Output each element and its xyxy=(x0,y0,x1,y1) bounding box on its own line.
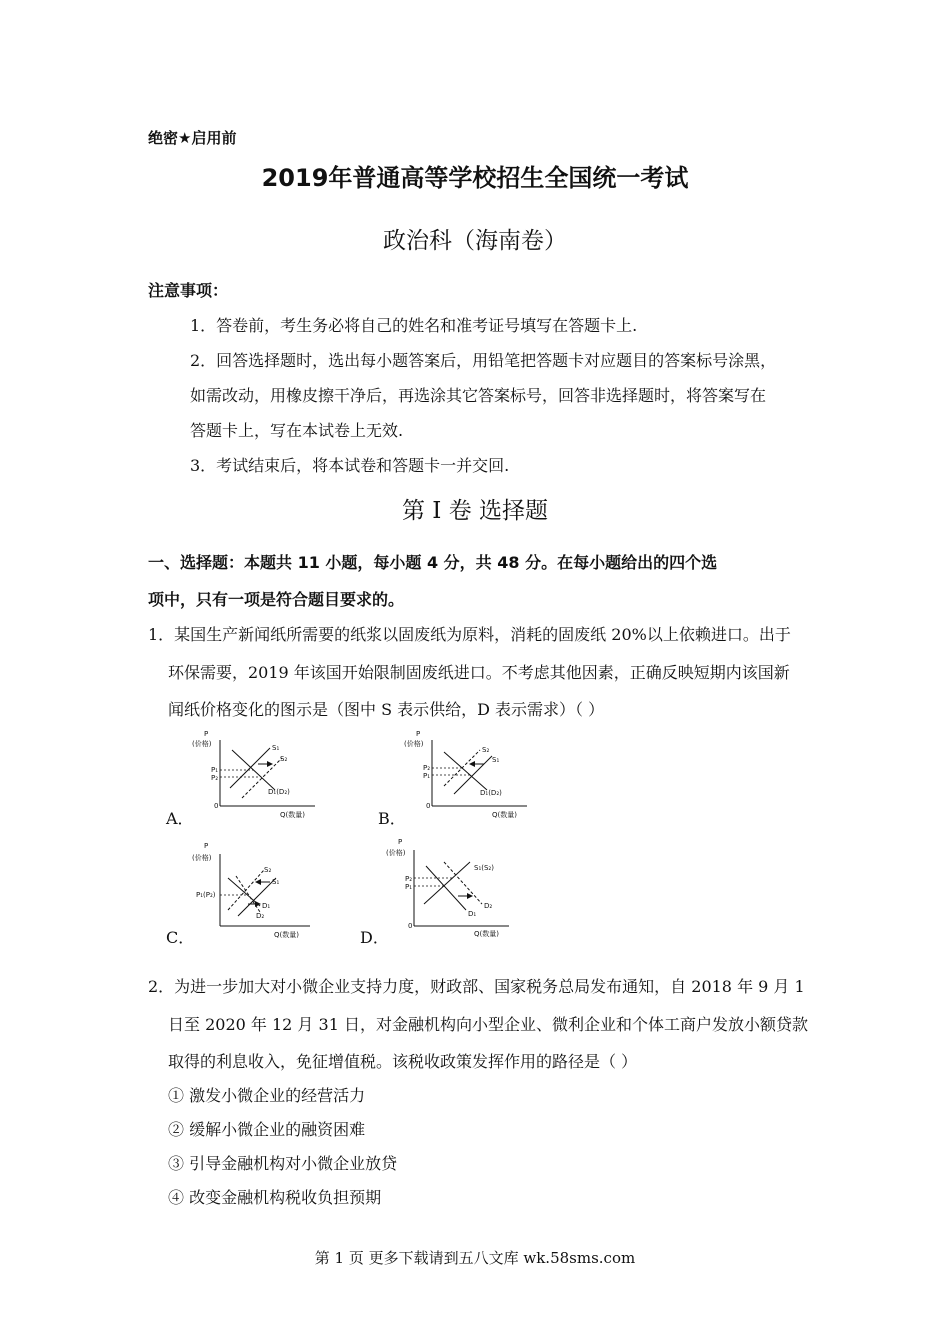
supply-curve-1 xyxy=(238,878,276,916)
q1-line-1: 1．某国生产新闻纸所需要的纸浆以固废纸为原料，消耗的固废纸 20%以上依赖进口。出于 xyxy=(148,625,791,644)
section-instruction-1: 一、选择题：本题共 11 小题，每小题 4 分，共 48 分。在每小题给出的四个选 xyxy=(148,553,718,572)
q1-option-b-label: B． xyxy=(378,809,406,828)
note-line-1: 1．答卷前，考生务必将自己的姓名和准考证号填写在答题卡上. xyxy=(190,316,638,335)
demand-label-top: D₁ xyxy=(262,902,271,910)
demand-label: D₁(D₂) xyxy=(268,788,290,796)
supply-label-bottom: S₁ xyxy=(492,756,500,764)
demand-curve-1 xyxy=(228,878,260,906)
origin-label: 0 xyxy=(426,802,431,810)
price-label-top: P₂ xyxy=(423,764,431,772)
q-axis-label: Q(数量) xyxy=(280,811,305,819)
supply-label-bottom: S₁ xyxy=(272,878,280,886)
q-axis-label: Q(数量) xyxy=(274,931,299,939)
demand-curve xyxy=(444,752,487,790)
notes-heading: 注意事项： xyxy=(148,281,229,300)
q2-option-2: ② 缓解小微企业的融资困难 xyxy=(168,1120,366,1139)
supply-label-bottom: S₂ xyxy=(280,755,288,763)
q2-option-3: ③ 引导金融机构对小微企业放贷 xyxy=(168,1154,398,1173)
q1-option-d-label: D． xyxy=(360,928,389,947)
q-axis-label: Q(数量) xyxy=(474,930,499,938)
q1-line-3: 闻纸价格变化的图示是（图中 S 表示供给，D 表示需求）（ ） xyxy=(168,700,605,719)
p-axis-unit: (价格) xyxy=(192,740,212,748)
q1-option-c-label: C． xyxy=(166,928,195,947)
exam-title: 2019年普通高等学校招生全国统一考试 xyxy=(261,164,689,192)
demand-label-bottom: D₂ xyxy=(256,912,265,920)
origin-label: 0 xyxy=(214,802,219,810)
q2-line-3: 取得的利息收入，免征增值税。该税收政策发挥作用的路径是（ ） xyxy=(168,1052,638,1071)
secret-label: 绝密★启用前 xyxy=(148,129,237,147)
q2-option-4: ④ 改变金融机构税收负担预期 xyxy=(168,1188,382,1207)
demand-label: D₁(D₂) xyxy=(480,789,502,797)
price-label-bottom: P₁ xyxy=(405,883,413,891)
note-line-2b: 如需改动，用橡皮擦干净后，再选涂其它答案标号，回答非选择题时，将答案写在 xyxy=(190,386,767,405)
price-label-top: P₁ xyxy=(211,766,219,774)
demand-curve-1 xyxy=(426,866,466,910)
demand-label-bottom: D₁ xyxy=(468,910,477,918)
page-footer: 第 1 页 更多下载请到五八文库 wk.58sms.com xyxy=(314,1249,636,1267)
supply-curve xyxy=(424,862,470,904)
demand-label-top: D₂ xyxy=(484,902,493,910)
q1-graph-a xyxy=(180,728,340,824)
p-axis-label: P xyxy=(398,838,403,846)
subject-title: 政治科（海南卷） xyxy=(383,228,567,254)
q1-option-a-label: A． xyxy=(166,809,194,828)
supply-label: S₁(S₂) xyxy=(474,864,494,872)
note-line-3: 3．考试结束后，将本试卷和答题卡一并交回. xyxy=(190,456,510,475)
section-title: 第 I 卷 选择题 xyxy=(401,498,549,524)
q2-line-2: 日至 2020 年 12 月 31 日，对金融机构向小型企业、微利企业和个体工商户发放小额贷款 xyxy=(168,1015,808,1034)
p-axis-label: P xyxy=(204,730,209,738)
q2-option-1: ① 激发小微企业的经营活力 xyxy=(168,1086,366,1105)
q1-graph-c xyxy=(180,840,340,940)
q-axis-label: Q(数量) xyxy=(492,811,517,819)
q1-graph-b xyxy=(392,728,552,824)
q2-line-1: 2．为进一步加大对小微企业支持力度，财政部、国家税务总局发布通知，自 2018 年 9 月 1 xyxy=(148,977,805,996)
section-instruction-2: 项中，只有一项是符合题目要求的。 xyxy=(148,590,405,609)
origin-label: 0 xyxy=(408,922,413,930)
q1-line-2: 环保需要，2019 年该国开始限制固废纸进口。不考虑其他因素，正确反映短期内该国新 xyxy=(168,663,790,682)
supply-label-top: S₁ xyxy=(272,744,280,752)
p-axis-unit: (价格) xyxy=(386,849,406,857)
p-axis-label: P xyxy=(204,842,209,850)
supply-label-top: S₂ xyxy=(482,746,490,754)
p-axis-label: P xyxy=(416,730,421,738)
price-label-top: P₂ xyxy=(405,875,413,883)
q1-graph-d xyxy=(374,834,534,940)
note-line-2a: 2．回答选择题时，选出每小题答案后，用铅笔把答题卡对应题目的答案标号涂黑， xyxy=(190,351,777,370)
p-axis-unit: (价格) xyxy=(404,740,424,748)
price-label-bottom: P₁ xyxy=(423,772,431,780)
price-label-bottom: P₂ xyxy=(211,774,219,782)
supply-label-top: S₂ xyxy=(264,866,272,874)
price-label: P₁(P₂) xyxy=(196,891,216,899)
note-line-2c: 答题卡上，写在本试卷上无效. xyxy=(190,421,404,440)
p-axis-unit: (价格) xyxy=(192,854,212,862)
